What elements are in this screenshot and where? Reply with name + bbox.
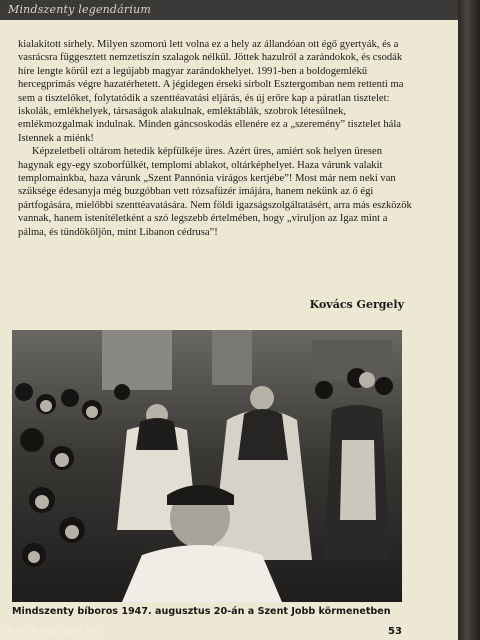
running-title: Mindszenty legendárium <box>8 3 152 16</box>
paragraph-1: kialakított sírhely. Milyen szomorú lett volna ez a hely az állandóan ott égő gyertyák, és a vasrácsra függesztett nemzetiszín szalagok nélkül. Jöttek hazulról a zarándokok, és csodák híre lengte körül ezt a legújabb magyar zarándokhelyet. 1991-ben a boldogemlékű hercegprímás végre hazatérhetett. A jégidegen érseki sírbolt Esztergomban nem rettenti ma sem a tisztelőket, folytatódik a szenttéavatási eljárás, és új erőre kap a páratlan tisztelet: iskolák, emlékhelyek, társaságok alakulnak, emléktáblák, szobrok létesülnek, emlékmozgalmak indulnak. Minden gáncsoskodás ellenére ez a „szeremény” tisztelet hála Istennek a miénk! <box>18 39 404 144</box>
running-header <box>0 0 458 20</box>
procession-photo <box>12 330 402 602</box>
photo-caption: Mindszenty bíboros 1947. augusztus 20-án a Szent Jobb körmenetben <box>12 606 391 617</box>
paragraph-2: Képzeletbeli oltárom hetedik képfülkéje üres. Azért üres, amiért sok helyen üresen hagynak egy-egy szoborfülkét, templomi ablakot, oltárképhelyet. Haza várunk valakit templomainkba, haza várunk „Szent Pannónia virágos kertjébe”! Most már nem neki van szüksége édesanyja még buzgóbban vett rózsafüzér imájára, hanem nekünk az ő égi pártfogására, mielőbbi szenttéavatására. Nem földi igazságszolgáltatásért, arra más eszközök vannak, hanem istenítéletként a szó legszebb értelmében, hogy „viruljon az Igaz mint a pálma, és tündököljön, mint Libanon cédrusa”! <box>18 146 412 238</box>
page-number: 53 <box>388 626 402 637</box>
book-spine-edge <box>458 0 480 640</box>
watermark-logo: Antikvarium.hu <box>6 624 102 637</box>
author-signature: Kovács Gergely <box>309 298 404 311</box>
article-body <box>18 38 414 239</box>
photo-illustration <box>12 330 402 602</box>
